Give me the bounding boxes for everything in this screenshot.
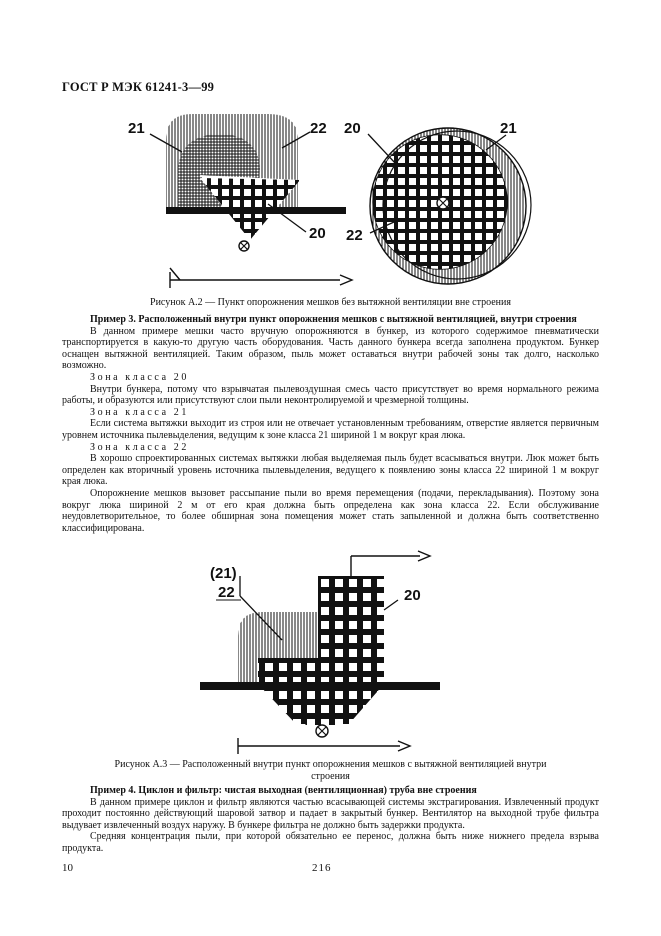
figure-a2-left-drawing	[128, 114, 346, 251]
zone-heading: Зона класса 22	[90, 441, 189, 453]
caption-line: Рисунок А.3 — Расположенный внутри пункт опорожнения мешков с вытяжной вентиляцией внутри	[114, 759, 547, 770]
paragraph: В данном примере мешки часто вручную опорожняются в бункер, из которого содержимое пневматически транспортируется в какую-то другую часть оборудования. Часть данного бункера всегда заполнена продуктом. Бункер оснащен вытяжной вентиляцией. Таким образом, пыль может оставаться внутри рабочей зоны так долго, насколько возможно.	[62, 325, 599, 372]
figure-a2-right-drawing	[344, 120, 531, 284]
example-4-title: Пример 4. Циклон и фильтр: чистая выходная (вентиляционная) труба вне строения	[90, 785, 477, 796]
label-20: 20	[344, 120, 361, 137]
label-21: 21	[128, 120, 145, 137]
figure-a3-caption	[62, 759, 599, 783]
zone-heading: Зона класса 21	[90, 406, 189, 418]
page-number-center: 216	[312, 862, 332, 874]
figure-a2-caption: Рисунок А.2 — Пункт опорожнения мешков без вытяжной вентиляции вне строения	[150, 297, 511, 308]
figure-a3	[0, 550, 661, 770]
example-4-section	[62, 785, 599, 855]
paragraph: В хорошо спроектированных системах вытяжки любая выделяемая пыль будет всасываться внутри. Люк может быть определен как вторичный уровень источника пылевыделения, ведущего к появлению зоны класса 22 шириной 1 м вокруг края люка.	[62, 453, 599, 488]
zone-heading: Зона класса 20	[90, 371, 189, 383]
paragraph: Опорожнение мешков вызовет рассыпание пыли во время перемещения (подачи, перекладывания). Поэтому зона вокруг люка шириной 2 м от его края должна быть определена как зона класса 22. Если обслуживание неудовлетворительное, то более обширная зона помещения может стать запыленной и должна быть соответственно классифицирована.	[62, 487, 599, 534]
paragraph: В данном примере циклон и фильтр являются частью всасывающей системы экстрагирования. Извлеченный продукт проходит постоянно действующий шаровой затвор и падает в закрытый бункер. Вентилятор на выходной трубе фильтра выдувает извлеченный воздух наружу. В бункере фильтра не должно быть задержки продукта.	[62, 796, 599, 831]
paragraph: Средняя концентрация пыли, при которой обязательно ее перенос, должна быть ниже нижнего предела взрыва продукта.	[62, 831, 599, 854]
page-number-left: 10	[62, 862, 73, 874]
label-20: 20	[404, 587, 421, 604]
paragraph: Если система вытяжки выходит из строя или не отвечает установленным требованиям, отверстие является первичным уровнем источника пылевыделения, ведущим к зоне класса 21 шириной 1 м вокруг края люка.	[62, 418, 599, 441]
label-22: 22	[346, 227, 363, 244]
label-22: 22	[310, 120, 327, 137]
label-21: 21	[500, 120, 517, 137]
label-20: 20	[309, 225, 326, 242]
flow-arrow	[238, 738, 410, 754]
document-header: ГОСТ Р МЭК 61241-3—99	[62, 80, 215, 94]
caption-line: строения	[311, 771, 350, 782]
flow-arrow	[170, 268, 352, 288]
example-3-section	[62, 314, 599, 534]
example-3-title: Пример 3. Расположенный внутри пункт опорожнения мешков с вытяжной вентиляцией, внутри строения	[90, 314, 577, 325]
figure-a2	[0, 0, 661, 300]
label-22: 22	[218, 584, 235, 601]
paragraph: Внутри бункера, потому что взрывчатая пылевоздушная смесь часто присутствует во время нормального режима работы, и образуются или присутствуют слои пыли неконтролируемой и чрезмерной толщины.	[62, 383, 599, 407]
label-21-bracketed: (21)	[210, 565, 237, 582]
